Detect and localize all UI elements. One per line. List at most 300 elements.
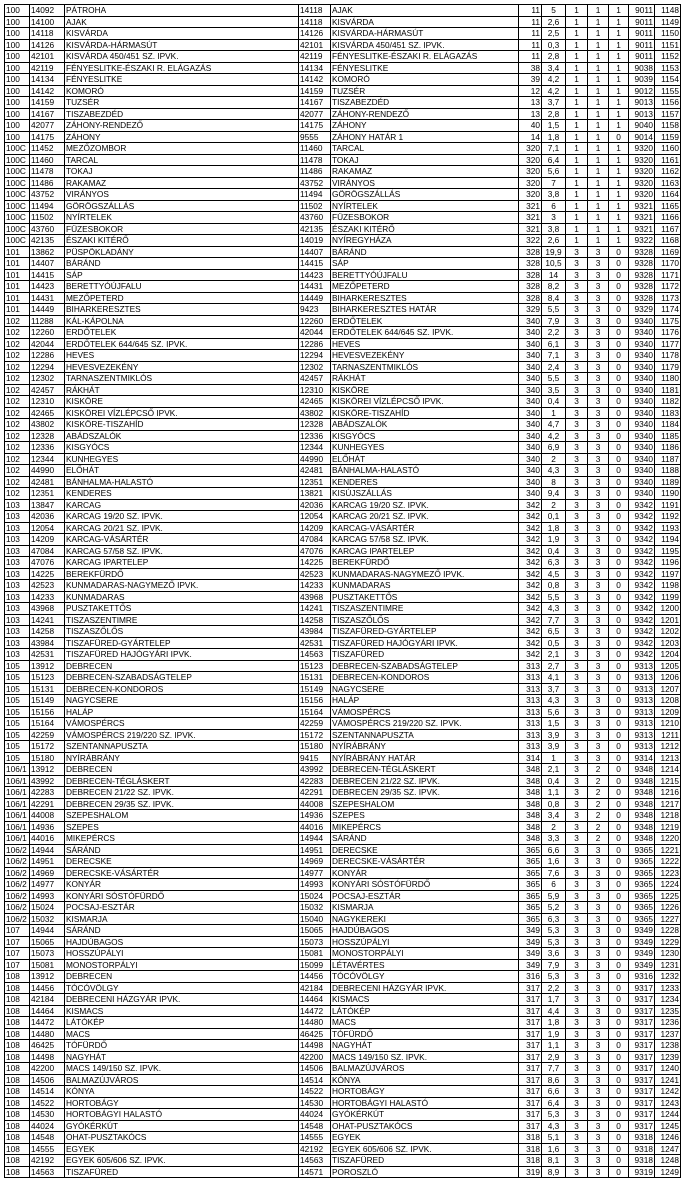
table-cell: 1175 — [655, 315, 681, 327]
table-cell: 100 — [5, 5, 30, 17]
table-cell: 14951 — [30, 856, 65, 868]
table-cell: 12336 — [299, 430, 331, 442]
table-cell: 100 — [5, 97, 30, 109]
table-cell: 320 — [519, 189, 542, 201]
table-cell: ABÁDSZALÓK — [331, 419, 519, 431]
table-cell: 0 — [609, 1132, 629, 1144]
table-cell: 14944 — [30, 844, 65, 856]
table-cell: KISMARJA — [331, 902, 519, 914]
table-row — [5, 982, 681, 994]
table-cell: 2,6 — [542, 235, 566, 247]
table-cell: 14522 — [299, 1086, 331, 1098]
table-cell: 42135 — [299, 223, 331, 235]
table-cell: AJAK — [65, 16, 299, 28]
table-row — [5, 1097, 681, 1109]
table-row — [5, 741, 681, 753]
table-cell: 1 — [609, 28, 629, 40]
table-cell: 12310 — [30, 396, 65, 408]
table-cell: 1235 — [655, 1005, 681, 1017]
table-cell: KARCAG 20/21 SZ. IPVK. — [331, 511, 519, 523]
table-cell: 3 — [566, 1040, 588, 1052]
table-cell: 340 — [519, 373, 542, 385]
table-cell: 102 — [5, 396, 30, 408]
table-cell: 14530 — [299, 1097, 331, 1109]
table-cell: 1 — [588, 177, 609, 189]
table-cell: 12286 — [299, 338, 331, 350]
table-cell: 3 — [566, 660, 588, 672]
table-cell: 317 — [519, 1097, 542, 1109]
table-cell: 321 — [519, 212, 542, 224]
table-cell: 2 — [588, 798, 609, 810]
table-cell: 14159 — [30, 97, 65, 109]
table-cell: 102 — [5, 488, 30, 500]
table-cell: 3 — [566, 430, 588, 442]
table-cell: 1 — [566, 5, 588, 17]
table-row — [5, 5, 681, 17]
table-cell: 102 — [5, 419, 30, 431]
table-cell: 108 — [5, 1040, 30, 1052]
table-cell: 9328 — [629, 258, 655, 270]
table-row — [5, 235, 681, 247]
table-cell: SZENTANNAPUSZTA — [65, 741, 299, 753]
table-cell: 3 — [588, 1086, 609, 1098]
table-cell: SÁRÁND — [65, 844, 299, 856]
table-row — [5, 936, 681, 948]
table-cell: 9349 — [629, 959, 655, 971]
table-row — [5, 304, 681, 316]
table-cell: 3 — [566, 1028, 588, 1040]
table-row — [5, 557, 681, 569]
table-cell: 9313 — [629, 729, 655, 741]
table-cell: 1176 — [655, 327, 681, 339]
table-row — [5, 580, 681, 592]
table-cell: 3 — [566, 718, 588, 730]
table-row — [5, 1063, 681, 1075]
table-cell: 1245 — [655, 1120, 681, 1132]
table-cell: 100C — [5, 189, 30, 201]
table-cell: 100 — [5, 28, 30, 40]
table-row — [5, 453, 681, 465]
table-cell: 9340 — [629, 465, 655, 477]
table-cell: 14241 — [30, 614, 65, 626]
table-cell: 320 — [519, 154, 542, 166]
table-cell: 1 — [588, 143, 609, 155]
table-cell: 102 — [5, 315, 30, 327]
table-cell: 3 — [588, 361, 609, 373]
table-cell: 14993 — [299, 879, 331, 891]
table-cell: ABÁDSZALÓK — [65, 430, 299, 442]
table-cell: KENDERES — [331, 476, 519, 488]
table-cell: 328 — [519, 269, 542, 281]
table-cell: 340 — [519, 453, 542, 465]
table-cell: 1161 — [655, 154, 681, 166]
table-cell: POCSAJ-ESZTÁR — [65, 902, 299, 914]
table-cell: VÁMOSPÉRCS 219/220 SZ. IPVK. — [65, 729, 299, 741]
table-cell: 1248 — [655, 1155, 681, 1167]
table-cell: 7 — [542, 177, 566, 189]
table-cell: 108 — [5, 994, 30, 1006]
table-cell: EGYEK — [331, 1132, 519, 1144]
table-cell: 38 — [519, 62, 542, 74]
table-cell: 44024 — [30, 1120, 65, 1132]
table-cell: 3 — [588, 982, 609, 994]
table-cell: 9317 — [629, 994, 655, 1006]
table-cell: 44990 — [30, 465, 65, 477]
table-cell: 3 — [566, 867, 588, 879]
table-cell: 9313 — [629, 695, 655, 707]
table-cell: 3 — [566, 419, 588, 431]
table-cell: TISZASZENTIMRE — [65, 614, 299, 626]
table-cell: 1 — [609, 120, 629, 132]
table-cell: 9342 — [629, 522, 655, 534]
table-cell: 2,5 — [542, 28, 566, 40]
table-cell: 106/2 — [5, 890, 30, 902]
table-cell: KOMORÓ — [331, 74, 519, 86]
table-cell: 103 — [5, 534, 30, 546]
table-cell: 15172 — [299, 729, 331, 741]
table-cell: 14407 — [299, 246, 331, 258]
table-cell: 9340 — [629, 488, 655, 500]
table-cell: 4,3 — [542, 465, 566, 477]
table-cell: 108 — [5, 1155, 30, 1167]
table-cell: 0,4 — [542, 775, 566, 787]
table-cell: 9317 — [629, 1017, 655, 1029]
table-cell: 313 — [519, 729, 542, 741]
table-cell: 43802 — [30, 419, 65, 431]
table-cell: 321 — [519, 200, 542, 212]
table-cell: 14506 — [299, 1063, 331, 1075]
table-cell: 3 — [588, 718, 609, 730]
table-cell: KISKÖRE-TISZAHÍD — [65, 419, 299, 431]
table-cell: 1169 — [655, 246, 681, 258]
table-cell: KISVÁRDA 450/451 SZ. IPVK. — [331, 39, 519, 51]
table-cell: 13 — [519, 108, 542, 120]
table-cell: 15073 — [299, 936, 331, 948]
table-cell: 9313 — [629, 718, 655, 730]
table-cell: 3 — [566, 1074, 588, 1086]
table-row — [5, 568, 681, 580]
table-cell: 3 — [566, 1097, 588, 1109]
table-row — [5, 39, 681, 51]
table-row — [5, 488, 681, 500]
table-cell: 14 — [542, 269, 566, 281]
table-cell: 107 — [5, 959, 30, 971]
table-cell: 43968 — [30, 603, 65, 615]
table-cell: HAJDÚBAGOS — [331, 925, 519, 937]
table-cell: 5,5 — [542, 373, 566, 385]
table-cell: 342 — [519, 637, 542, 649]
table-cell: 1210 — [655, 718, 681, 730]
table-cell: ZÁHONY-RENDEZŐ — [331, 108, 519, 120]
table-cell: 0 — [609, 971, 629, 983]
table-cell: 11 — [519, 39, 542, 51]
table-cell: 342 — [519, 557, 542, 569]
table-cell: 44016 — [299, 821, 331, 833]
table-cell: 0 — [609, 856, 629, 868]
table-cell: BEREKFÜRDŐ — [65, 568, 299, 580]
table-cell: 46425 — [30, 1040, 65, 1052]
table-cell: 11494 — [30, 200, 65, 212]
table-cell: 317 — [519, 1086, 542, 1098]
table-cell: 1236 — [655, 1017, 681, 1029]
table-cell: 8,6 — [542, 1074, 566, 1086]
table-cell: 13847 — [30, 499, 65, 511]
table-cell: VÁMOSPÉRCS — [65, 718, 299, 730]
table-cell: 3 — [566, 994, 588, 1006]
table-cell: 9415 — [299, 752, 331, 764]
table-row — [5, 373, 681, 385]
table-row — [5, 465, 681, 477]
table-row — [5, 1166, 681, 1178]
table-cell: 3 — [588, 626, 609, 638]
table-row — [5, 994, 681, 1006]
table-cell: 313 — [519, 741, 542, 753]
table-cell: 3 — [566, 798, 588, 810]
table-cell: MEZŐPETERD — [331, 281, 519, 293]
table-cell: FÉNYESLITKE-ÉSZAKI R. ELÁGAZÁS — [65, 62, 299, 74]
table-cell: 340 — [519, 327, 542, 339]
table-cell: 342 — [519, 568, 542, 580]
table-cell: DEBRECEN — [65, 971, 299, 983]
table-row — [5, 660, 681, 672]
table-cell: 100C — [5, 177, 30, 189]
table-cell: 3 — [566, 246, 588, 258]
table-cell: 11502 — [299, 200, 331, 212]
table-cell: KISMARJA — [65, 913, 299, 925]
table-cell: 3 — [588, 419, 609, 431]
table-cell: 0 — [609, 741, 629, 753]
table-cell: 0 — [609, 1143, 629, 1155]
table-cell: 108 — [5, 1143, 30, 1155]
table-cell: 14944 — [299, 833, 331, 845]
table-cell: 316 — [519, 971, 542, 983]
table-cell: 3 — [588, 913, 609, 925]
table-cell: 3 — [588, 614, 609, 626]
table-cell: 102 — [5, 327, 30, 339]
table-cell: 0 — [609, 718, 629, 730]
table-cell: 100 — [5, 120, 30, 132]
table-cell: SÁP — [331, 258, 519, 270]
table-cell: PÜSPÖKLADÁNY — [65, 246, 299, 258]
table-cell: 15180 — [299, 741, 331, 753]
table-cell: 1195 — [655, 545, 681, 557]
table-cell: 105 — [5, 683, 30, 695]
table-cell: 3 — [566, 775, 588, 787]
table-cell: 6,6 — [542, 844, 566, 856]
table-row — [5, 62, 681, 74]
table-cell: 3 — [566, 626, 588, 638]
table-cell: 1 — [588, 120, 609, 132]
table-row — [5, 361, 681, 373]
table-cell: 9317 — [629, 1028, 655, 1040]
table-cell: 4,4 — [542, 1005, 566, 1017]
table-cell: 1213 — [655, 752, 681, 764]
table-cell: 15180 — [30, 752, 65, 764]
table-row — [5, 1017, 681, 1029]
table-cell: 42200 — [299, 1051, 331, 1063]
table-row — [5, 97, 681, 109]
table-cell: FÉNYESLITKE — [65, 74, 299, 86]
table-cell: 1 — [588, 51, 609, 63]
table-cell: 3 — [588, 557, 609, 569]
table-cell: 3 — [588, 1132, 609, 1144]
table-cell: 349 — [519, 936, 542, 948]
table-row — [5, 856, 681, 868]
table-cell: 1166 — [655, 212, 681, 224]
table-cell: 0 — [609, 373, 629, 385]
table-cell: KISÚJSZÁLLÁS — [331, 488, 519, 500]
table-cell: 1181 — [655, 384, 681, 396]
table-cell: EGYEK — [65, 1143, 299, 1155]
table-row — [5, 718, 681, 730]
table-cell: 3 — [566, 465, 588, 477]
table-cell: 14415 — [30, 269, 65, 281]
table-row — [5, 327, 681, 339]
table-cell: 1148 — [655, 5, 681, 17]
table-row — [5, 695, 681, 707]
table-cell: 9329 — [629, 304, 655, 316]
table-cell: SÁRÁND — [331, 833, 519, 845]
table-cell: 14225 — [299, 557, 331, 569]
table-cell: 11486 — [299, 166, 331, 178]
table-row — [5, 522, 681, 534]
table-cell: KISGYÓCS — [65, 442, 299, 454]
table-cell: 3 — [588, 1155, 609, 1167]
table-cell: 1200 — [655, 603, 681, 615]
table-cell: 4,1 — [542, 672, 566, 684]
table-cell: 1 — [588, 166, 609, 178]
table-cell: 1 — [542, 407, 566, 419]
table-cell: 9365 — [629, 856, 655, 868]
table-cell: LÁTÓKÉP — [331, 1005, 519, 1017]
table-cell: 1219 — [655, 821, 681, 833]
table-cell: NAGYKEREKI — [331, 913, 519, 925]
table-cell: 0 — [609, 729, 629, 741]
table-cell: 3 — [566, 269, 588, 281]
table-cell: HOSSZÚPÁLYI — [331, 936, 519, 948]
table-cell: 9340 — [629, 327, 655, 339]
table-cell: 3 — [566, 821, 588, 833]
table-cell: 3 — [566, 729, 588, 741]
table-cell: 7,1 — [542, 350, 566, 362]
table-cell: 318 — [519, 1155, 542, 1167]
table-cell: KARCAG IPARTELEP — [331, 545, 519, 557]
table-cell: 3 — [566, 695, 588, 707]
table-cell: 0,1 — [542, 511, 566, 523]
table-cell: 0 — [609, 1109, 629, 1121]
table-cell: 0 — [609, 925, 629, 937]
table-cell: 102 — [5, 465, 30, 477]
table-cell: 9320 — [629, 166, 655, 178]
table-cell: 14118 — [30, 28, 65, 40]
table-cell: VIRÁNYOS — [331, 177, 519, 189]
table-cell: 43992 — [299, 764, 331, 776]
table-cell: 7,7 — [542, 1063, 566, 1075]
table-cell: 349 — [519, 959, 542, 971]
table-row — [5, 1040, 681, 1052]
table-cell: 1244 — [655, 1109, 681, 1121]
table-cell: 42457 — [30, 384, 65, 396]
table-cell: 9340 — [629, 453, 655, 465]
table-cell: 1217 — [655, 798, 681, 810]
table-cell: KARCAG-VÁSÁRTÉR — [65, 534, 299, 546]
table-cell: 42259 — [30, 729, 65, 741]
table-cell: 3 — [588, 1017, 609, 1029]
table-row — [5, 729, 681, 741]
table-cell: HORTOBÁGY — [65, 1097, 299, 1109]
table-cell: VIRÁNYOS — [65, 189, 299, 201]
table-row — [5, 649, 681, 661]
table-cell: 9342 — [629, 637, 655, 649]
table-cell: 9317 — [629, 982, 655, 994]
table-cell: KÁL-KÁPOLNA — [65, 315, 299, 327]
table-cell: ZÁHONY — [65, 131, 299, 143]
table-cell: ERDŐTELEK 644/645 SZ. IPVK. — [331, 327, 519, 339]
table-cell: KISVÁRDA-HÁRMASÚT — [65, 39, 299, 51]
table-cell: 318 — [519, 1143, 542, 1155]
table-cell: 3 — [588, 902, 609, 914]
table-cell: 103 — [5, 522, 30, 534]
table-cell: 14134 — [299, 62, 331, 74]
table-cell: 43760 — [299, 212, 331, 224]
table-cell: 3 — [588, 384, 609, 396]
table-cell: 9348 — [629, 775, 655, 787]
table-cell: 348 — [519, 810, 542, 822]
table-cell: NYÍRTELEK — [331, 200, 519, 212]
table-cell: EGYEK 605/606 SZ. IPVK. — [65, 1155, 299, 1167]
table-cell: 9011 — [629, 28, 655, 40]
table-cell: 3 — [588, 304, 609, 316]
table-cell: 1 — [588, 62, 609, 74]
table-cell: 42036 — [299, 499, 331, 511]
table-cell: 9342 — [629, 603, 655, 615]
table-cell: 3 — [588, 338, 609, 350]
table-cell: 3 — [566, 453, 588, 465]
table-cell: 42481 — [30, 476, 65, 488]
table-cell: 0 — [609, 384, 629, 396]
table-cell: 348 — [519, 775, 542, 787]
table-row — [5, 51, 681, 63]
table-cell: 108 — [5, 971, 30, 983]
table-cell: 3 — [566, 833, 588, 845]
table-cell: 3 — [588, 1097, 609, 1109]
table-cell: 12351 — [299, 476, 331, 488]
table-cell: 1193 — [655, 522, 681, 534]
table-row — [5, 143, 681, 155]
table-cell: 3,9 — [542, 729, 566, 741]
table-cell: KISKÖREI VÍZLÉPCSŐ IPVK. — [331, 396, 519, 408]
table-cell: DEBRECEN 29/35 SZ. IPVK. — [65, 798, 299, 810]
table-cell: HEVESVEZEKÉNY — [331, 350, 519, 362]
table-cell: 342 — [519, 603, 542, 615]
table-cell: 100 — [5, 85, 30, 97]
table-cell: 1,8 — [542, 131, 566, 143]
table-cell: 1224 — [655, 879, 681, 891]
table-cell: 9365 — [629, 879, 655, 891]
table-cell: 3 — [588, 752, 609, 764]
table-cell: 317 — [519, 1051, 542, 1063]
table-cell: 3 — [566, 971, 588, 983]
table-cell: 1199 — [655, 591, 681, 603]
table-cell: 0 — [609, 1040, 629, 1052]
table-cell: 14563 — [299, 1155, 331, 1167]
table-cell: 14977 — [299, 867, 331, 879]
table-cell: ÉSZAKI KITÉRŐ — [65, 235, 299, 247]
table-cell: 3 — [588, 706, 609, 718]
table-cell: 1 — [566, 62, 588, 74]
table-cell: 106/1 — [5, 764, 30, 776]
table-cell: 9328 — [629, 281, 655, 293]
